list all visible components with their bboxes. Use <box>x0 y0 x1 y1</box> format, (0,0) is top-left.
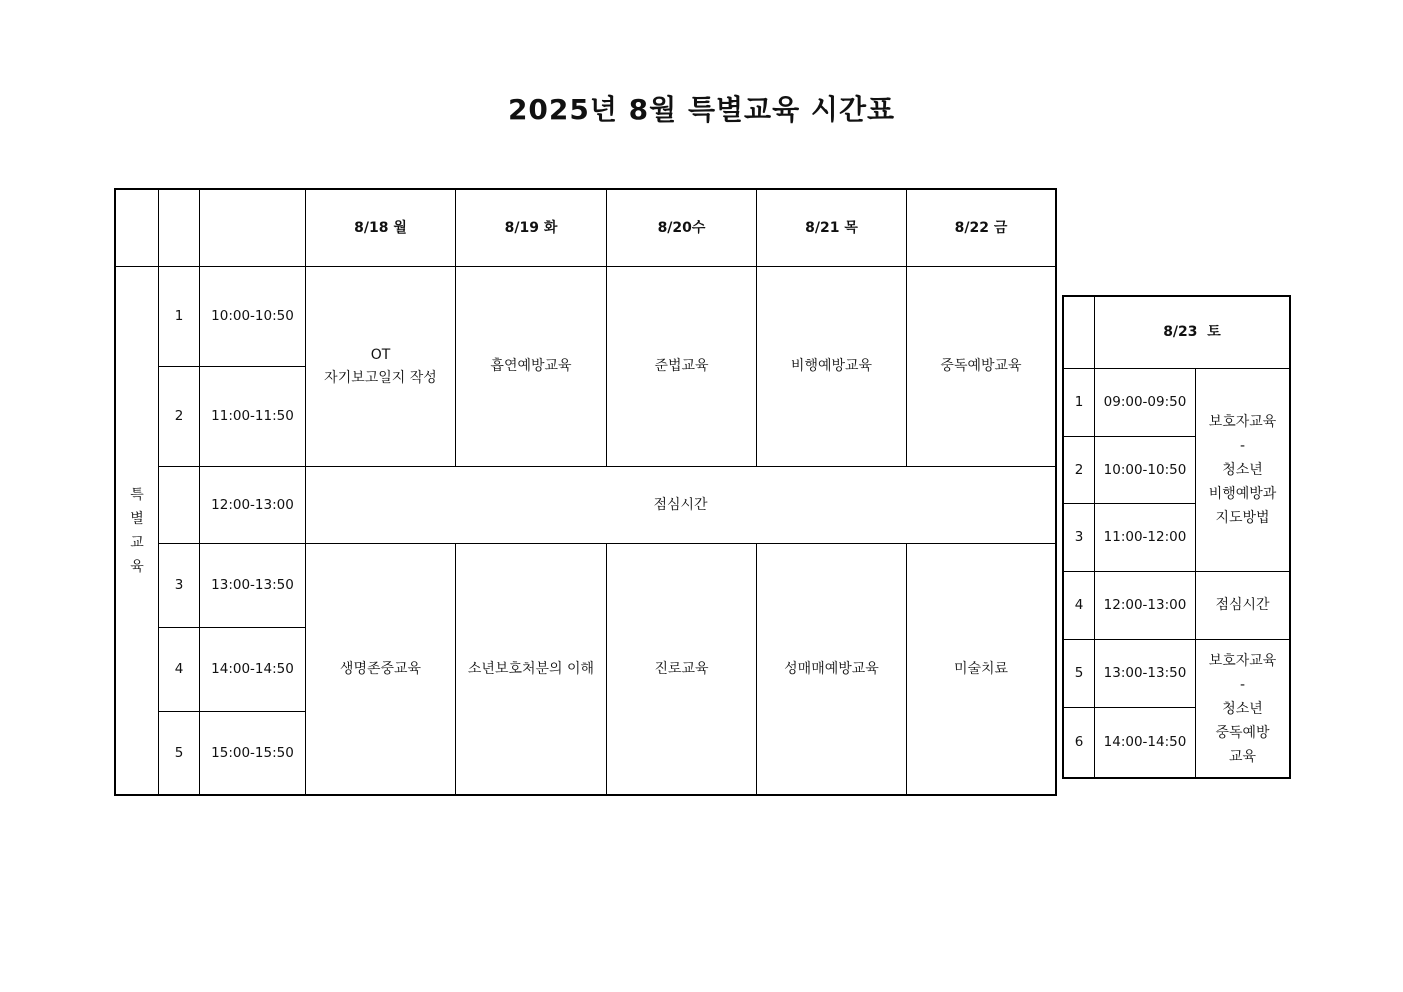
section-label <box>116 267 158 794</box>
sat-session-line: - <box>1239 438 1246 454</box>
sat-period-time: 11:00-12:00 <box>1103 529 1187 545</box>
period-number: 1 <box>174 308 184 324</box>
main-timetable <box>0 0 1 1</box>
main-border-right <box>1055 188 1057 796</box>
session-cell: 비행예방교육 <box>790 358 873 374</box>
section-label-char: 육 <box>130 558 144 575</box>
period-time: 10:00-10:50 <box>211 308 294 324</box>
period-time: 13:00-13:50 <box>211 577 294 593</box>
section-label-char: 교 <box>130 534 144 551</box>
sat-lunch-cell: 점심시간 <box>1215 597 1270 613</box>
sat-session-line: 청소년 <box>1222 700 1263 717</box>
session-subtitle: 자기보고일지 작성 <box>324 369 437 386</box>
sat-period-time: 13:00-13:50 <box>1103 665 1187 681</box>
day-header: 8/19 화 <box>504 219 558 236</box>
sat-day-header: 8/23 토 <box>1163 324 1221 340</box>
period-time: 12:00-13:00 <box>211 496 294 513</box>
sat-session-line: 교육 <box>1228 748 1257 765</box>
session-cell: 성매매예방교육 <box>784 660 879 677</box>
day-header: 8/20수 <box>657 219 706 236</box>
sat-period-time: 14:00-14:50 <box>1103 734 1187 750</box>
section-label-char: 별 <box>130 510 144 527</box>
sat-border-bottom <box>1062 777 1291 779</box>
sat-period-number: 6 <box>1074 734 1084 750</box>
day-header: 8/18 월 <box>354 219 407 236</box>
sat-session-line: 중독예방 <box>1215 724 1270 741</box>
session-cell <box>306 267 455 466</box>
sat-period-number: 3 <box>1074 529 1084 545</box>
period-number <box>159 467 199 543</box>
lunch-cell: 점심시간 <box>653 496 708 513</box>
sat-session-line: 비행예방과 <box>1208 486 1277 502</box>
period-number: 3 <box>174 577 184 593</box>
day-header: 8/21 목 <box>805 219 858 236</box>
sat-session-line: 보호자교육 <box>1208 652 1277 669</box>
period-time: 14:00-14:50 <box>211 661 294 677</box>
period-time: 15:00-15:50 <box>211 744 294 761</box>
session-cell: 소년보호처분의 이해 <box>467 660 595 677</box>
session-cell: 미술치료 <box>953 660 1009 677</box>
sat-session-line: 지도방법 <box>1215 510 1270 526</box>
sat-period-number: 5 <box>1074 665 1084 681</box>
period-number: 2 <box>174 408 184 424</box>
sat-session-line: 청소년 <box>1222 462 1263 478</box>
session-title: OT <box>370 346 391 363</box>
session-cell: 중독예방교육 <box>940 358 1022 374</box>
sat-period-time: 09:00-09:50 <box>1103 394 1187 410</box>
session-cell: 준법교육 <box>654 358 709 374</box>
day-header: 8/22 금 <box>954 219 1008 236</box>
sat-session-block-1 <box>1196 369 1289 571</box>
session-cell: 생명존중교육 <box>339 660 422 677</box>
session-cell: 흡연예방교육 <box>490 358 572 374</box>
period-number: 4 <box>174 661 184 677</box>
section-label-char: 특 <box>130 486 144 503</box>
sat-period-time: 12:00-13:00 <box>1103 597 1187 613</box>
page-title: 2025년 8월 특별교육 시간표 <box>507 93 896 126</box>
sat-session-line: 보호자교육 <box>1208 414 1277 430</box>
period-number: 5 <box>174 744 184 761</box>
sat-session-block-2 <box>1196 640 1289 777</box>
sat-period-time: 10:00-10:50 <box>1103 461 1187 478</box>
period-time: 11:00-11:50 <box>211 408 294 424</box>
main-border-bottom <box>114 794 1057 796</box>
sat-period-number: 2 <box>1074 461 1084 478</box>
session-cell: 진로교육 <box>654 660 709 677</box>
sat-session-line: - <box>1239 676 1246 693</box>
sat-period-number: 4 <box>1074 597 1084 613</box>
sat-period-number: 1 <box>1074 394 1084 410</box>
